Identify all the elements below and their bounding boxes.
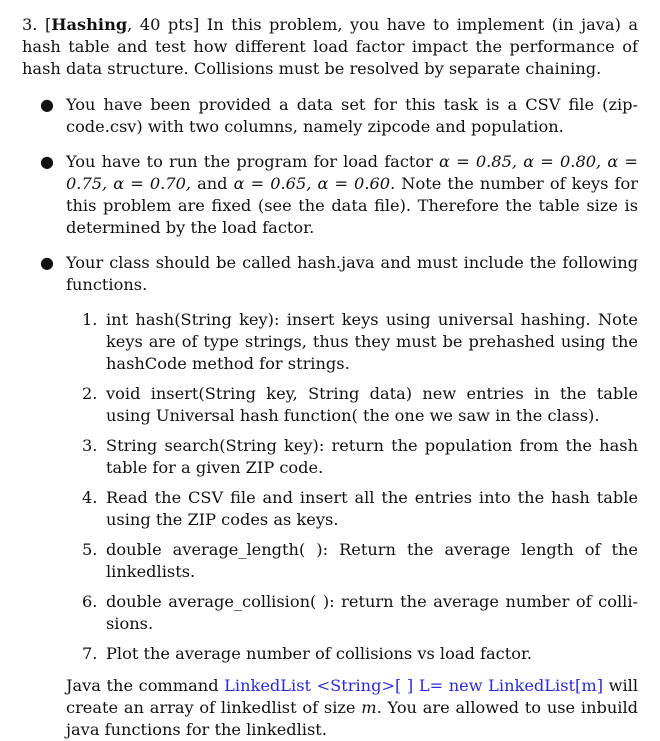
load-factor-values: α = 0.85, α = 0.80, α = 0.75, α = 0.70, xyxy=(66,152,638,193)
item-number: 7. xyxy=(82,644,98,663)
problem-title: Hashing xyxy=(51,15,128,34)
item-text: void insert(String key, String data) new entries in the table using Universal hash function( the one we saw in the class). xyxy=(106,384,638,425)
bullet-dot-icon: ● xyxy=(40,95,54,114)
item-text: int hash(String key): insert keys using universal hashing. Note keys are of type strings, thus they must be prehashed using the hashCode method for strings. xyxy=(106,310,638,373)
item-number: 4. xyxy=(82,488,98,507)
item-number: 2. xyxy=(82,384,98,403)
item-text: double average_length( ): Return the average length of the linkedlists. xyxy=(106,540,638,581)
bullet-item xyxy=(40,94,638,138)
bullet-item xyxy=(40,151,639,239)
problem-points: , 40 pts] xyxy=(127,15,200,34)
bullet-dot-icon: ● xyxy=(40,152,54,171)
closing-text: will create an array of linkedlist of size xyxy=(66,676,638,717)
bullet-list xyxy=(22,94,638,665)
list-item xyxy=(82,309,638,375)
bullet-text: Your class should be called hash.java and must include the following functions. xyxy=(66,253,638,294)
item-number: 3. xyxy=(82,436,98,455)
problem-intro xyxy=(22,14,638,80)
item-text: double average_collision( ): return the average number of colli-sions. xyxy=(106,592,638,633)
item-text: String search(String key): return the population from the hash table for a given ZIP code. xyxy=(106,436,638,477)
bullet-dot-icon: ● xyxy=(40,253,54,272)
bullet-text: and xyxy=(191,174,234,193)
item-number: 6. xyxy=(82,592,98,611)
item-number: 1. xyxy=(82,310,98,329)
problem-intro-text: In this problem, you have to implement (in java) a hash table and test how different load factor impact the performance of hash data structure. Collisions must be resolved by separate chaining. xyxy=(22,15,639,78)
bullet-text: Note the number of keys for this problem are fixed (see the data file). Therefore the table size is determined by the load factor. xyxy=(66,174,639,237)
list-item xyxy=(82,435,638,479)
problem-number: 3. xyxy=(22,15,38,34)
closing-paragraph xyxy=(66,675,638,741)
list-item xyxy=(82,487,638,531)
code-snippet: LinkedList <String>[ ] L= new LinkedList[m] xyxy=(224,676,604,695)
closing-text: Java the command xyxy=(66,676,225,695)
bullet-text: You have to run the program for load factor xyxy=(66,152,440,171)
bullet-text: You have been provided a data set for this task is a CSV file (zip-code.csv) with two columns, namely zipcode and population. xyxy=(66,95,638,136)
list-item xyxy=(82,643,638,665)
list-item xyxy=(82,539,638,583)
load-factor-values: α = 0.65, α = 0.60. xyxy=(233,174,396,193)
size-variable: m xyxy=(361,698,377,717)
function-list xyxy=(66,309,638,665)
item-text: Plot the average number of collisions vs load factor. xyxy=(106,644,533,663)
bullet-item xyxy=(40,252,638,665)
item-text: Read the CSV file and insert all the entries into the hash table using the ZIP codes as keys. xyxy=(106,488,638,529)
item-number: 5. xyxy=(82,540,98,559)
bracket-open: [ xyxy=(44,15,52,34)
closing-text: . You are allowed to use inbuild java functions for the linkedlist. xyxy=(66,698,639,739)
list-item xyxy=(82,383,638,427)
list-item xyxy=(82,591,638,635)
